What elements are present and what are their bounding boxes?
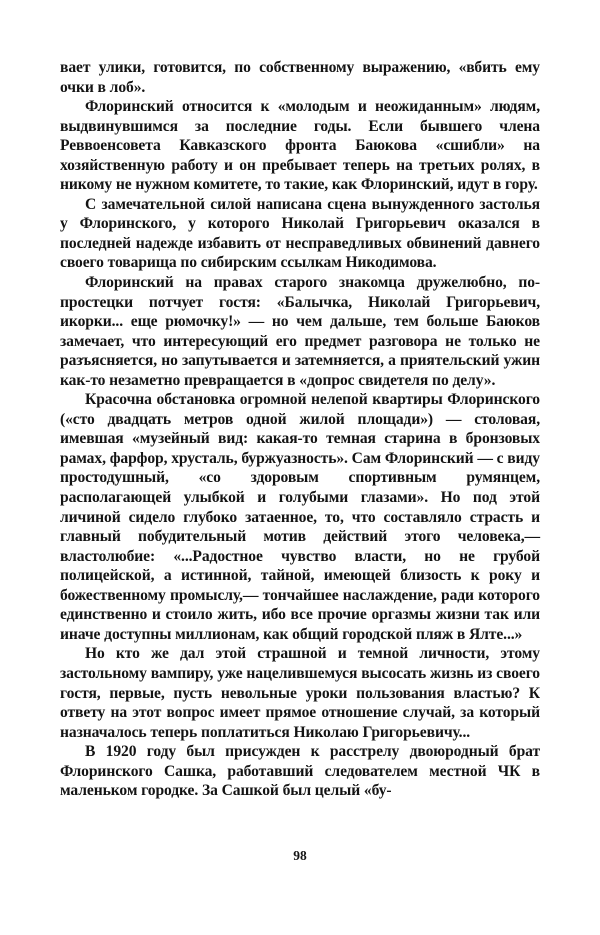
book-page-text xyxy=(60,58,540,801)
paragraph-2: Флоринский относится к «молодым и неожиданным» людям, выдвинувшимся за последние годы. Если бывшего члена Реввоенсовета Кавказского фронта Баюкова «сшибли» на хозяйственную работу и он пребывает теперь на третьих ролях, в никому не нужном комитете, то такие, как Флоринский, идут в гору. xyxy=(60,98,540,194)
paragraph-1: вает улики, готовится, по собственному выражению, «вбить ему очки в лоб». xyxy=(60,59,540,96)
paragraph-7: В 1920 году был присужден к расстрелу двоюродный брат Флоринского Сашка, работавший следователем местной ЧК в маленьком городке. За Сашкой был целый «бу- xyxy=(60,743,540,800)
paragraph-4: Флоринский на правах старого знакомца дружелюбно, по-простецки потчует гостя: «Балычка, Николай Григорьевич, икорки... еще рюмочку!» — но чем дальше, тем больше Баюков замечает, что интересующий его предмет разговора не только не разъясняется, но запутывается и затемняется, а приятельский ужин как-то незаметно превращается в «допрос свидетеля по делу». xyxy=(60,274,540,389)
page-number: 98 xyxy=(293,848,307,863)
paragraph-3: С замечательной силой написана сцена вынужденного застолья у Флоринского, у которого Николай Григорьевич оказался в последней надежде избавить от несправедливых обвинений давнего своего товарища по сибирским ссылкам Никодимова. xyxy=(60,195,540,272)
paragraph-6: Но кто же дал этой страшной и темной личности, этому застольному вампиру, уже нацелившемуся высосать жизнь из своего гостя, первые, пусть невольные уроки пользования властью? К ответу на этот вопрос имеет прямое отношение случай, за который назначалось теперь поплатиться Николаю Григорьевичу... xyxy=(60,645,540,741)
paragraph-5: Красочна обстановка огромной нелепой квартиры Флоринского («сто двадцать метров одной жилой площади») — столовая, имевшая «музейный вид: какая-то темная старина в бронзовых рамах, фарфор, хрусталь, буржуазность». Сам Флоринский — с виду простодушный, «со здоровым спортивным румянцем, располагающей улыбкой и голубыми глазами». Но под этой личиной сидело глубоко затаенное, то, что составляло страсть и главный побудительный мотив действий этого человека,— властолюбие: «...Радостное чувство власти, но не грубой полицейской, а истинной, тайной, имеющей близость к року и божественному промыслу,— тончайшее наслаждение, ради которого единственно и стоило жить, ибо все прочие оргазмы жизни так или иначе доступны миллионам, как общий городской пляж в Ялте...» xyxy=(60,391,540,643)
